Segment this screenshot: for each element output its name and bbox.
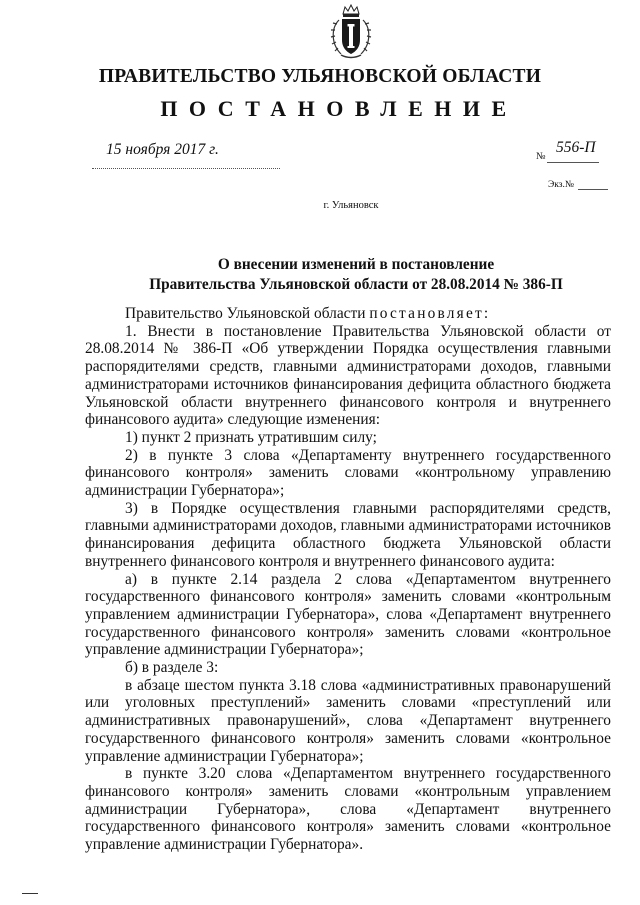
document-type-heading: ПОСТАНОВЛЕНИЕ <box>160 96 518 121</box>
document-body <box>85 305 611 854</box>
number-underline <box>547 162 599 163</box>
government-title: ПРАВИТЕЛЬСТВО УЛЬЯНОВСКОЙ ОБЛАСТИ <box>98 66 542 87</box>
subject-line-2: Правительства Ульяновской области от 28.08.2014 № 386-П <box>149 276 563 293</box>
copy-number-underline <box>578 189 608 190</box>
paragraph-1: 1. Внести в постановление Правительства Ульяновской области от 28.08.2014 № 386-П «Об утверждении Порядка осуществления главными распорядителями средств, главными администраторами доходов, главными администраторами источников финансирования дефицита областного бюджета Ульяновской области внутреннего финансового контроля и внутреннего финансового аудита» следующие изменения: <box>85 322 611 429</box>
date-underline <box>92 168 280 169</box>
city-name: г. Ульяновск <box>323 200 379 211</box>
ulyanovsk-coat-of-arms-icon <box>327 4 375 60</box>
paragraph-item-2: 2) в пункте 3 слова «Департаменту внутреннего государственного финансового контроля» заменить словами «контрольному управлению администрации Губернатора»; <box>85 446 611 500</box>
paragraph-item-3: 3) в Порядке осуществления главными распорядителями средств, главными администраторами доходов, главными администраторами источников финансирования дефицита областного бюджета Ульяновской области внутреннего финансового контроля и внутреннего финансового аудита: <box>85 499 611 570</box>
paragraph-item-1: 1) пункт 2 признать утратившим силу; <box>125 428 377 446</box>
document-number: 556-П <box>556 139 596 156</box>
number-mark: № <box>536 151 546 162</box>
copy-number-label: Экз.№ <box>548 180 574 190</box>
subject-line-1: О внесении изменений в постановление <box>217 256 495 273</box>
intro-text: Правительство Ульяновской области <box>125 305 370 322</box>
paragraph-3-20: в пункте 3.20 слова «Департаментом внутреннего государственного финансового контроля» заменить словами «контрольным управлением администрации Губернатора», слова «Департамент внутреннего государственного финансового контроля» заменить словами «контрольное управление администрации Губернатора». <box>85 765 611 854</box>
intro-decree-word: постановляет: <box>369 305 491 322</box>
margin-mark <box>22 893 38 894</box>
paragraph-sub-a: а) в пункте 2.14 раздела 2 слова «Департаментом внутреннего государственного финансового контроля» заменить словами «контрольным управлением администрации Губернатора», слова «Департамент внутреннего государственного финансового контроля» заменить словами «контрольное управление администрации Губернатора»; <box>85 570 611 659</box>
document-subject <box>130 255 582 295</box>
paragraph-3-18: в абзаце шестом пункта 3.18 слова «административных правонарушений или уголовных преступлений» заменить словами «преступлений или административных правонарушений», слова «Департамент внутреннего государственного финансового контроля» заменить словами «контрольное управление администрации Губернатора»; <box>85 676 611 765</box>
paragraph-sub-b: б) в разделе 3: <box>125 659 219 677</box>
document-date: 15 ноября 2017 г. <box>106 141 219 158</box>
intro-paragraph <box>85 305 611 323</box>
